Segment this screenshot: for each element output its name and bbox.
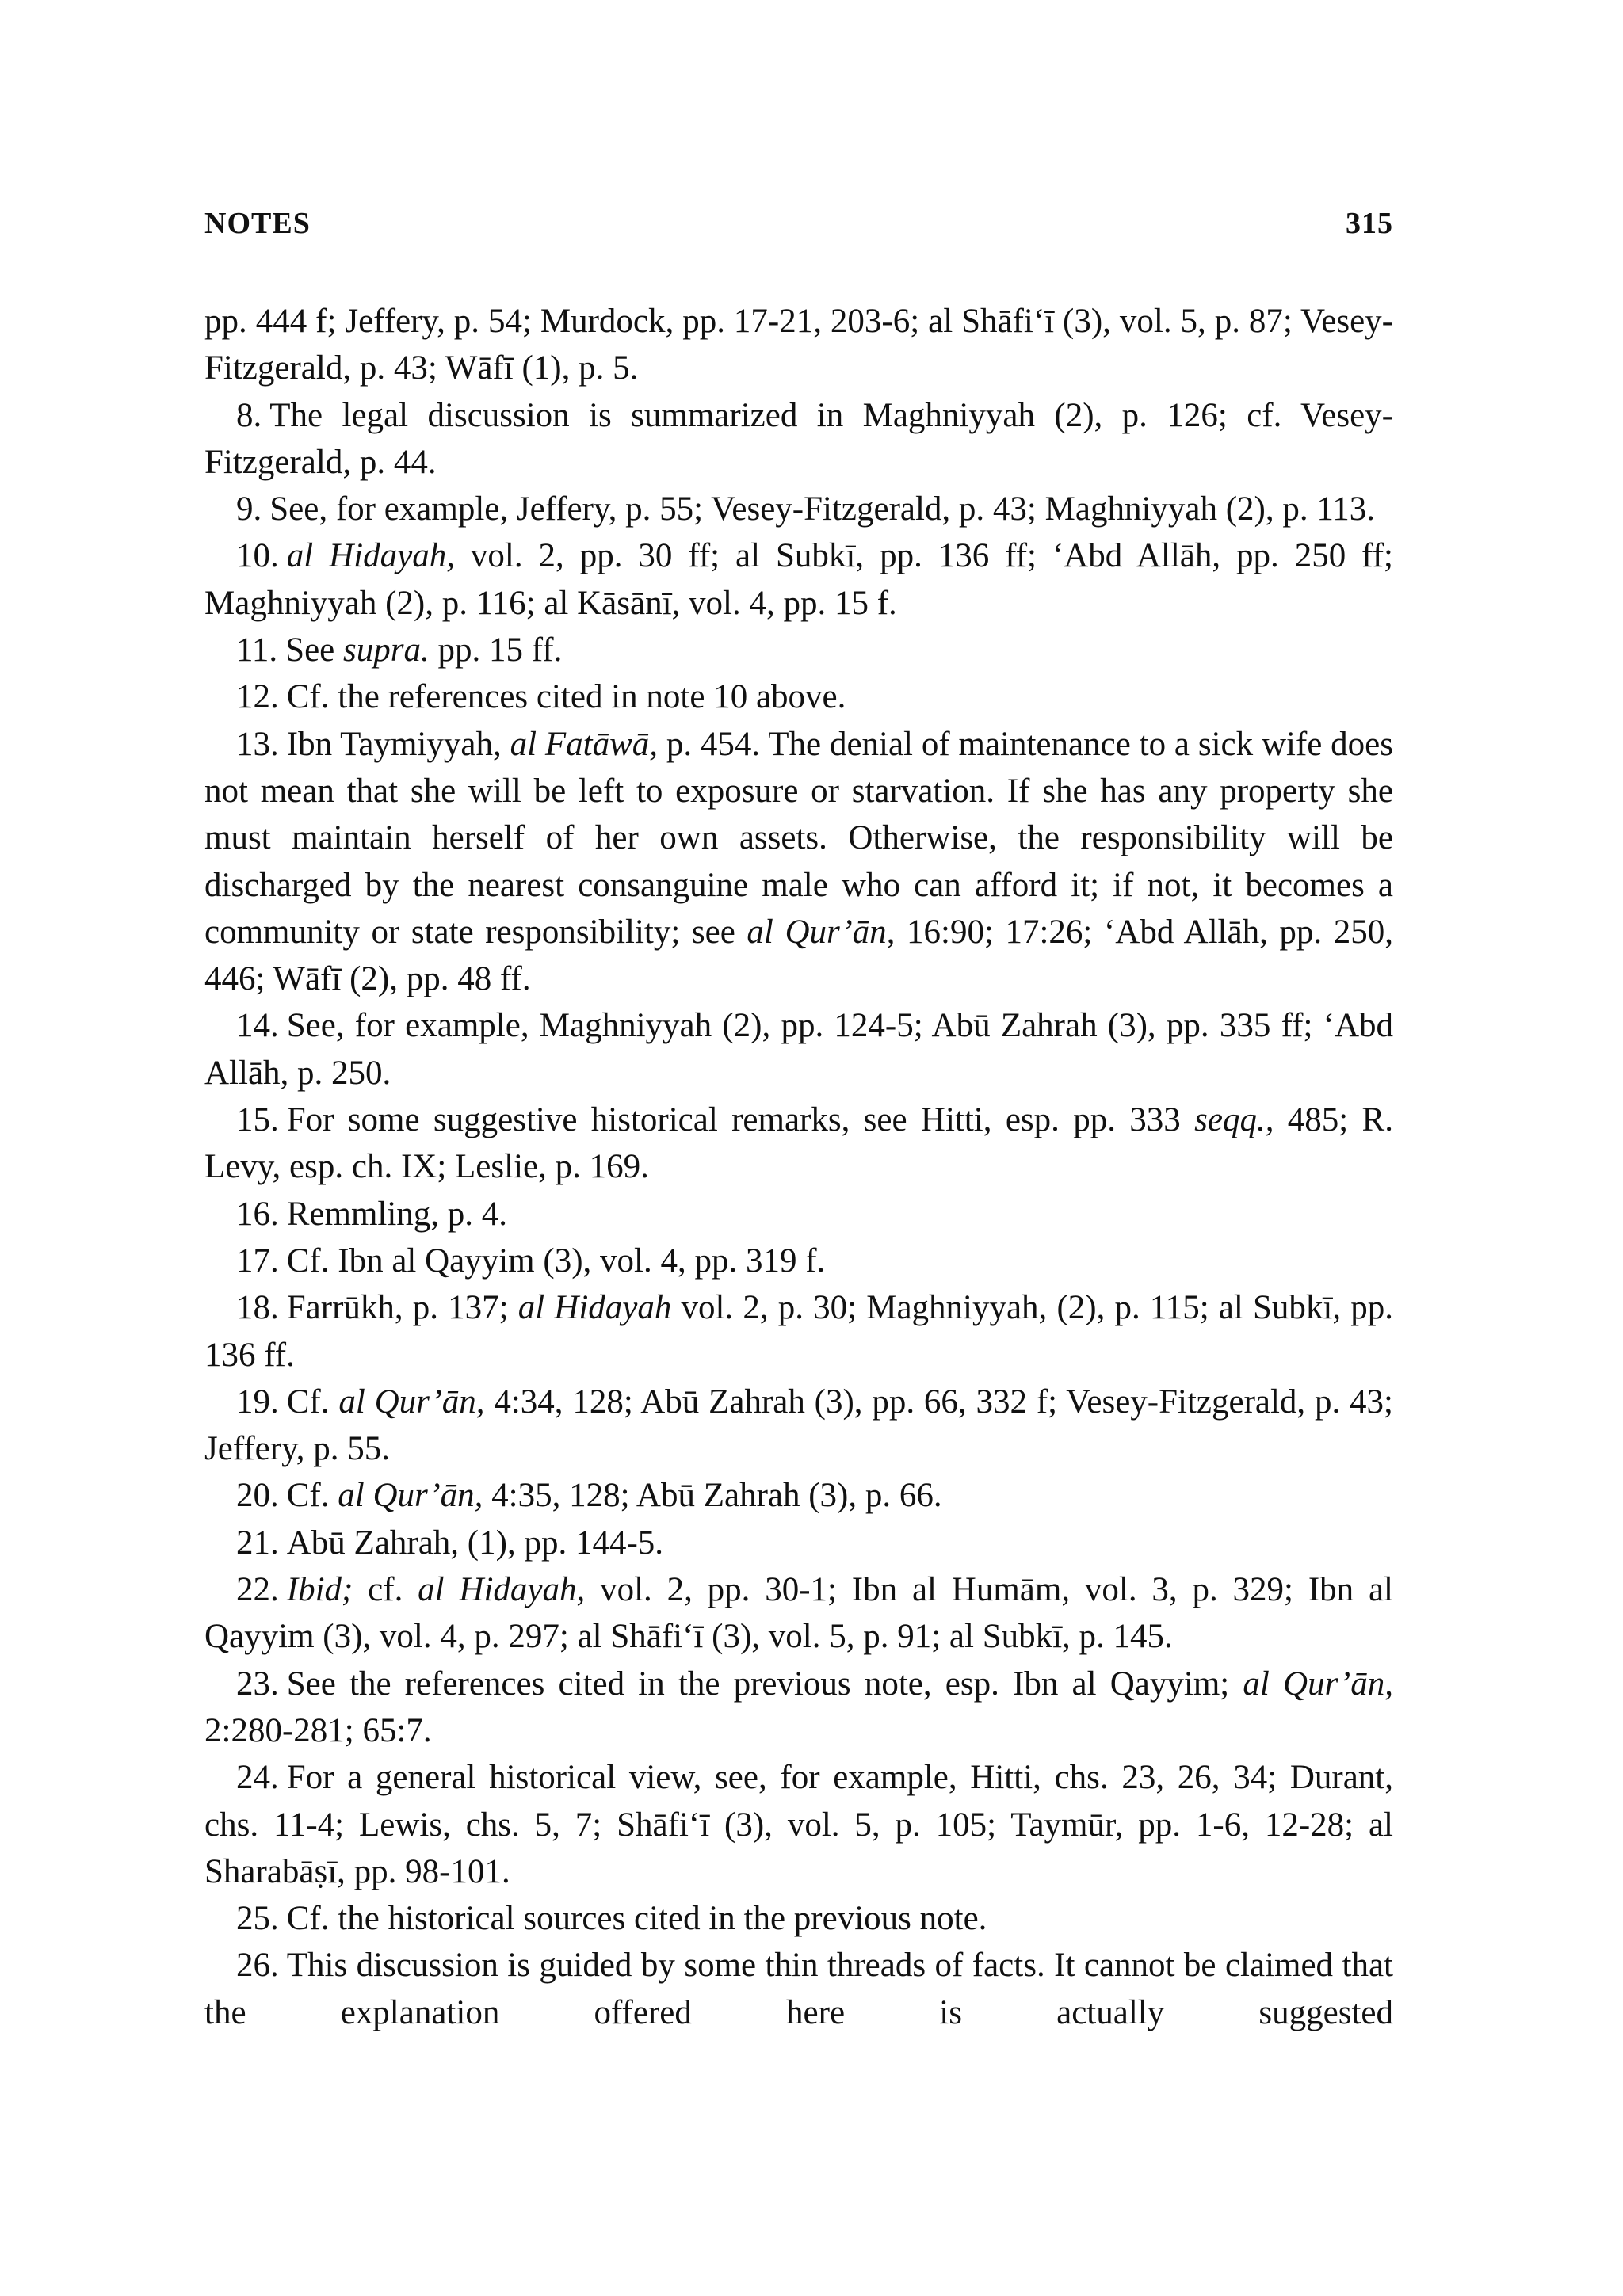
footnote-text: See, for example, Jeffery, p. 55; Vesey-Fitzgerald, p. 43; Maghniyyah (2), p. 113. [269, 490, 1376, 528]
footnote [204, 532, 1393, 627]
footnote-italic-text: al Fatāwā, [510, 725, 658, 763]
footnote-text: See the references cited in the previous note, esp. Ibn al Qayyim; [286, 1665, 1243, 1703]
footnote-text: Ibn Taymiyyah, [286, 725, 510, 763]
footnote-number: 24. [236, 1759, 279, 1797]
footnote-italic-text: al Hidayah, [418, 1571, 586, 1609]
footnote-text: 4:34, 128; Abū Zahrah (3), pp. 66, 332 f; Vesey-Fitzgerald, p. 43; Jeffery, p. 55. [204, 1383, 1394, 1468]
footnote-text: p. 454. The denial of maintenance to a sick wife does not mean that she will be left to exposure or starvation. If she has any property she must maintain herself of her own assets. Otherwise, the responsibility will be discharged by the nearest consanguine male who can afford it; if not, it becomes a community or state responsibility; see [204, 725, 1394, 951]
footnote-number: 14. [236, 1007, 279, 1045]
book-page [204, 206, 1393, 2036]
footnote [204, 673, 1393, 720]
footnote-number: 12. [236, 678, 279, 716]
footnote-number: 16. [236, 1195, 279, 1233]
footnote-italic-text: al Qur’ān, [338, 1477, 483, 1515]
footnote-number: 17. [236, 1241, 279, 1280]
footnote-italic-text: al Qur’ān, [338, 1383, 485, 1421]
footnote-italic-text: Ibid; [286, 1571, 353, 1609]
footnote [204, 486, 1393, 532]
footnote-text: cf. [353, 1571, 418, 1609]
footnote [204, 1472, 1393, 1519]
footnote [204, 627, 1393, 673]
footnote-number: 22. [236, 1571, 279, 1609]
footnote-text: pp. 444 f; Jeffery, p. 54; Murdock, pp. 17-21, 203-6; al Shāfi‘ī (3), vol. 5, p. 87; Vesey-Fitzgerald, p. 43; Wāfī (1), p. 5. [204, 303, 1393, 387]
footnote-text: vol. 2, p. 30; Maghniyyah, (2), p. 115; al Subkī, pp. 136 ff. [204, 1289, 1393, 1374]
footnote-italic-text: al Qur’ān, [747, 913, 896, 951]
footnote-number: 11. [236, 631, 278, 669]
footnote-text: vol. 2, pp. 30 ff; al Subkī, pp. 136 ff; ‘Abd Allāh, pp. 250 ff; Maghniyyah (2), p. 116; al Kāsānī, vol. 4, pp. 15 f. [204, 537, 1393, 622]
footnote-text: Cf. Ibn al Qayyim (3), vol. 4, pp. 319 f. [286, 1241, 826, 1280]
footnote-text: pp. 15 ff. [429, 631, 563, 669]
footnote [204, 1097, 1393, 1191]
footnote-number: 23. [236, 1665, 279, 1703]
footnote-number: 8. [236, 396, 262, 434]
footnote [204, 1238, 1393, 1284]
footnote-text: Abū Zahrah, (1), pp. 144-5. [286, 1524, 664, 1562]
running-head [204, 206, 1393, 254]
footnote-text: Cf. [286, 1477, 338, 1515]
footnote [204, 298, 1393, 392]
footnote-text: Farrūkh, p. 137; [286, 1289, 518, 1327]
footnote-italic-text: al Hidayah [517, 1289, 672, 1327]
footnote [204, 1754, 1393, 1895]
footnote [204, 1191, 1393, 1238]
footnote-number: 21. [236, 1524, 279, 1562]
footnote-text: 2:280-281; 65:7. [204, 1711, 432, 1749]
footnote-number: 26. [236, 1947, 279, 1985]
footnote-number: 13. [236, 725, 279, 763]
footnote-text: For a general historical view, see, for example, Hitti, chs. 23, 26, 34; Durant, chs. 11-4; Lewis, chs. 5, 7; Shāfi‘ī (3), vol. 5, p. 105; Taymūr, pp. 1-6, 12-28; al Sharabāṣī, pp. 98-101. [204, 1759, 1393, 1890]
footnote-text: 16:90; 17:26; ‘Abd Allāh, pp. 250, 446; Wāfī (2), pp. 48 ff. [204, 913, 1394, 998]
footnote [204, 1520, 1393, 1566]
notes-list [204, 298, 1393, 2036]
footnote [204, 392, 1393, 486]
footnote-text: Cf. [286, 1383, 339, 1421]
footnote-number: 15. [236, 1101, 279, 1139]
footnote [204, 721, 1393, 1003]
footnote-italic-text: al Hidayah, [286, 537, 455, 575]
footnote [204, 1566, 1393, 1661]
footnote-text: 485; R. Levy, esp. ch. IX; Leslie, p. 169. [204, 1101, 1393, 1186]
footnote-text: Remmling, p. 4. [286, 1195, 508, 1233]
footnote-italic-text: al Qur’ān, [1243, 1665, 1393, 1703]
footnote-number: 19. [236, 1383, 279, 1421]
footnote-text: The legal discussion is summarized in Maghniyyah (2), p. 126; cf. Vesey-Fitzgerald, p. 44. [204, 396, 1393, 481]
footnote-italic-text: seqq., [1194, 1101, 1274, 1139]
footnote [204, 1942, 1393, 2036]
footnote [204, 1661, 1393, 1755]
footnote-text: This discussion is guided by some thin threads of facts. It cannot be claimed that the explanation offered here is actually suggested [204, 1947, 1393, 2031]
footnote-number: 18. [236, 1289, 279, 1327]
footnote-number: 25. [236, 1900, 279, 1938]
footnote-italic-text: supra. [343, 631, 430, 669]
footnote-text: See, for example, Maghniyyah (2), pp. 124-5; Abū Zahrah (3), pp. 335 ff; ‘Abd Allāh, p. 250. [204, 1007, 1393, 1092]
footnote [204, 1895, 1393, 1942]
footnote-text: Cf. the references cited in note 10 above. [286, 678, 846, 716]
footnote [204, 1002, 1393, 1097]
footnote-number: 9. [236, 490, 262, 528]
footnote-text: For some suggestive historical remarks, see Hitti, esp. pp. 333 [286, 1101, 1195, 1139]
page-number: 315 [1346, 207, 1393, 240]
footnote-text: 4:35, 128; Abū Zahrah (3), p. 66. [483, 1477, 942, 1515]
footnote [204, 1284, 1393, 1379]
footnote-text: See [285, 631, 343, 669]
running-head-title: NOTES [204, 207, 311, 240]
footnote [204, 1379, 1393, 1473]
footnote-text: Cf. the historical sources cited in the previous note. [286, 1900, 987, 1938]
footnote-number: 20. [236, 1477, 279, 1515]
footnote-number: 10. [236, 537, 279, 575]
footnote-text: vol. 2, pp. 30-1; Ibn al Humām, vol. 3, p. 329; Ibn al Qayyim (3), vol. 4, p. 297; al Shāfi‘ī (3), vol. 5, p. 91; al Subkī, p. 145. [204, 1571, 1393, 1656]
